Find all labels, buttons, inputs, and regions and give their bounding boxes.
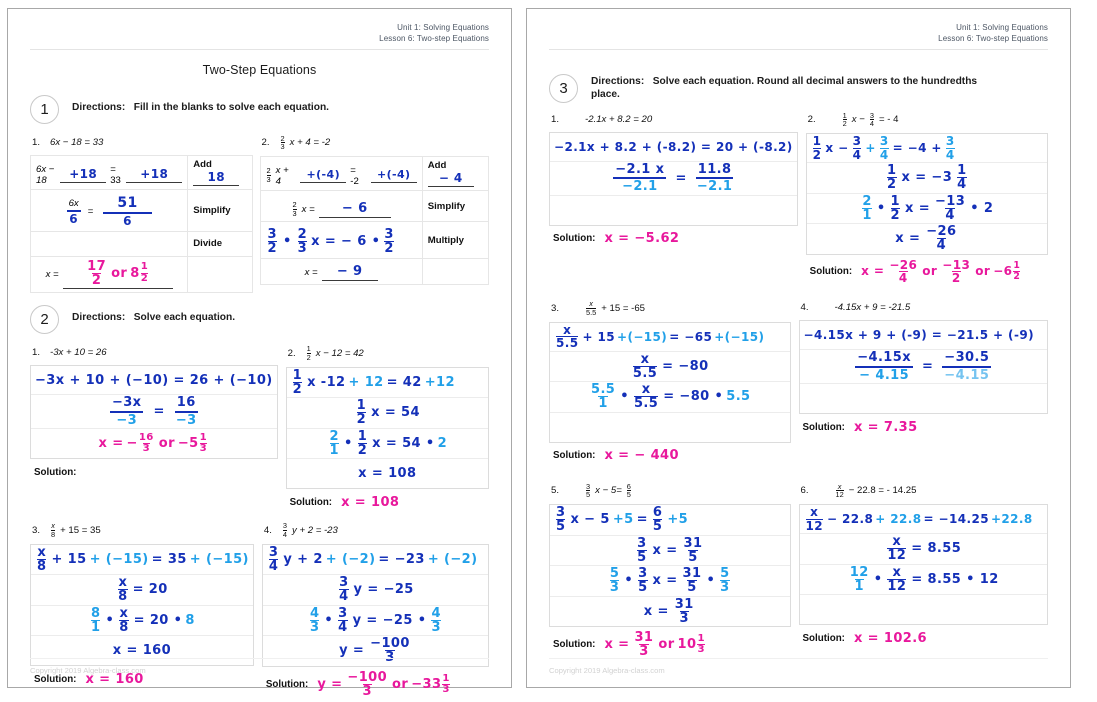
- problem-2-2-work: [286, 367, 489, 490]
- section-1-head: [30, 95, 489, 124]
- solution-value: x = 160: [85, 671, 144, 687]
- op-label: Simplify: [193, 204, 231, 216]
- blank-answer: +(-4): [376, 168, 411, 182]
- directions-text: Solve each equation. Round all decimal answers to the hundredths place.: [591, 75, 978, 101]
- section-number-badge: 3: [549, 74, 578, 103]
- problem-3-6-label: 6. x 12 − 22.8 = - 14.25: [800, 481, 917, 500]
- section-1-directions: [72, 95, 329, 115]
- work-line: x 12 − 22.8 + 22.8 = −14.25 +22.8: [805, 505, 1033, 533]
- problem-3-2-work: [806, 133, 1048, 255]
- lesson-label: Lesson 6: Two-step Equations: [379, 33, 489, 43]
- table-row: 6x 6 = $\frac{51}{6}$ Simplify: [31, 189, 253, 231]
- work-line: 1 2 x = −3 1 4: [887, 163, 967, 193]
- solution-value: x = $\frac{-26}{4}$ or −13 2 or −6 1 2: [861, 257, 1021, 285]
- section-number-badge: 1: [30, 95, 59, 124]
- problem-3-5-work: [549, 504, 791, 627]
- table-row: x = − 9: [260, 259, 489, 285]
- table-row: [31, 231, 253, 256]
- problem-1-1-label: 1. 6x − 18 = 33: [32, 136, 104, 148]
- work-line: 1 2 x − $\frac{3}{4}$ + $\frac{3}{4}$ = −4 + $\frac{3}{4}$: [812, 134, 955, 162]
- work-line: x = 108: [358, 466, 417, 482]
- problem-2-2-label: 2. 1 2 x − 12 = 42: [287, 344, 364, 362]
- unit-label: Unit 1: Solving Equations: [397, 23, 489, 32]
- solution-label: Solution:: [265, 678, 309, 690]
- work-line: x = $\frac{-26}{4}$: [895, 224, 957, 254]
- problem-3-1: [549, 112, 806, 289]
- work-line: 8 1 • $\frac{x}{8}$ = 20 • 8: [91, 605, 195, 635]
- table-row: 2 3 x + 4 +(-4) = -2 +(-4) Add − 4: [260, 157, 489, 191]
- solution-value: x = 108: [341, 494, 400, 510]
- footer-copyright: Copyright 2019 Algebra-class.com: [30, 666, 146, 675]
- work-line: x 5.5 + 15 +(−15) = −65 +(−15): [556, 322, 765, 351]
- problem-1-1-table: [30, 155, 253, 293]
- problem-3-1-label: 1. -2.1x + 8.2 = 20: [551, 113, 653, 125]
- solution-value: x = 102.6: [853, 630, 928, 646]
- solution-label: Solution:: [34, 673, 77, 685]
- section-2-row-2: [30, 522, 489, 702]
- unit-label: Unit 1: Solving Equations: [956, 23, 1048, 32]
- work-line: 2 1 • 1 2 x = $\frac{-13}{4}$ • 2: [862, 193, 994, 223]
- problem-3-4-work: [799, 320, 1049, 414]
- solution-label: Solution:: [553, 233, 596, 245]
- problem-3-4-label: 4. -4.15x + 9 = -21.5: [800, 302, 911, 314]
- problem-3-5: [549, 483, 799, 663]
- work-line: 3 4 y = −25: [339, 575, 414, 605]
- op-label: Divide: [193, 238, 223, 250]
- problem-2-1-work: [30, 365, 278, 459]
- problem-2-1: [30, 345, 286, 515]
- blank-answer: 18: [207, 169, 225, 184]
- page-left: [7, 8, 512, 699]
- solution-label: Solution:: [553, 639, 596, 651]
- directions-label: Directions:: [591, 75, 645, 87]
- work-line: $\frac{x}{8}$ = 20: [118, 575, 168, 605]
- problem-2-4-label: 4. 3 4 y + 2 = -23: [263, 521, 338, 539]
- blank-answer: − 4: [438, 171, 463, 186]
- work-line: 2 1 • 1 2 x = 54 • 2: [329, 428, 448, 458]
- problem-1-2-table: [260, 156, 490, 285]
- work-line: 3 5 x − 5 +5 = $\frac{6}{5}$ +5: [556, 505, 689, 535]
- table-row: 6x − 18 +18 = 33 +18 Add 18: [31, 155, 253, 189]
- table-row: x = 17 2 or 8 1 2: [31, 256, 253, 293]
- problem-1-1: [30, 135, 260, 293]
- section-3-head: [549, 74, 1048, 103]
- work-line: 1 2 x = 54: [356, 398, 420, 428]
- op-label: Add: [427, 160, 447, 172]
- section-3-row-1: [549, 112, 1048, 289]
- problem-3-5-label: 5. 3 5 x − 5= $\frac{6}{5}$: [551, 481, 631, 500]
- work-line: 3 5 x = $\frac{31}{5}$: [637, 535, 703, 565]
- solution-label: Solution:: [802, 632, 845, 644]
- problem-3-2-solution: [806, 255, 1048, 288]
- blank-answer: +(-4): [306, 168, 341, 182]
- directions-text: Fill in the blanks to solve each equation.: [133, 101, 330, 113]
- work-line: $\frac{-2.1 x}{-2.1}$ = $\frac{11.8}{-2.1}$: [615, 161, 733, 195]
- problem-2-3: [30, 522, 262, 702]
- work-line: $\frac{-3x}{-3}$ = $\frac{16}{-3}$: [111, 395, 197, 428]
- work-line: x 8 + 15 + (−15) = 35 + (−15): [37, 544, 249, 574]
- problem-2-2: [286, 345, 489, 515]
- problem-3-4: [799, 300, 1049, 469]
- section-3-row-2: [549, 300, 1048, 469]
- directions-label: Directions:: [72, 312, 126, 324]
- work-line: 3 4 y + 2 + (−2) = −23 + (−2): [268, 544, 478, 574]
- problem-2-1-label: 1. -3x + 10 = 26: [32, 347, 107, 359]
- table-row: 3 2 • 2 3 x = − 6 • 3 2 Multiply: [260, 221, 489, 259]
- problem-3-3-work: [549, 322, 791, 443]
- lesson-label: Lesson 6: Two-step Equations: [938, 33, 1048, 43]
- op-label: Simplify: [427, 200, 466, 212]
- problem-3-1-work: [549, 132, 798, 226]
- section-number-badge: 2: [30, 305, 59, 334]
- work-line: 5.5 1 • $\frac{x}{5.5}$ = −80 • 5.5: [591, 382, 751, 412]
- problem-2-4-work: [262, 544, 489, 667]
- work-line: x = $\frac{31}{3}$: [643, 596, 694, 626]
- work-line: $\frac{x}{5.5}$ = −80: [632, 351, 709, 381]
- work-line: 12 1 • $\frac{x}{12}$ = 8.55 • 12: [849, 564, 999, 594]
- section-2-head: [30, 305, 489, 334]
- problem-2-4: [262, 522, 489, 702]
- problem-3-3-label: 3. x 5.5 + 15 = -65: [551, 299, 646, 317]
- directions-label: Directions:: [72, 101, 126, 113]
- problem-3-6-solution: [799, 625, 1049, 651]
- problem-2-2-solution: [286, 489, 489, 515]
- problem-3-2-label: 2. 1 2 x − $\frac{3}{4}$ = - 4: [807, 110, 899, 129]
- problem-2-3-work: [30, 544, 254, 667]
- problem-1-1-equation: 6x − 18 = 33: [50, 136, 104, 148]
- solution-label: Solution:: [802, 421, 845, 433]
- footer-rule: [30, 658, 489, 659]
- problem-3-3-solution: [549, 443, 791, 469]
- section-2-directions: [72, 305, 235, 325]
- problem-1-2-label: 2. 2 3 x + 4 = -2: [261, 133, 331, 152]
- op-label: Multiply: [427, 234, 464, 246]
- work-line: $\frac{x}{12}$ = 8.55: [887, 534, 962, 564]
- blank-answer: − 6: [341, 200, 368, 216]
- solution-value: x = − 440: [604, 448, 679, 464]
- work-line: −4.15x + 9 + (-9) = −21.5 + (-9): [803, 328, 1034, 343]
- problem-3-6-work: [799, 504, 1049, 625]
- section-2: [30, 305, 489, 702]
- section-1: [30, 95, 489, 293]
- page-title: Two-Step Equations: [202, 62, 317, 77]
- blank-answer: +18: [140, 166, 169, 181]
- directions-text: Solve each equation.: [133, 312, 236, 324]
- solution-value: x = 7.35: [853, 419, 918, 435]
- problem-1-2: [260, 135, 490, 293]
- solution-label: Solution:: [809, 265, 853, 277]
- work-line: −3x + 10 + (−10) = 26 + (−10): [35, 372, 273, 388]
- problem-3-3: [549, 300, 799, 469]
- problem-3-6: [799, 483, 1049, 663]
- problem-2-1-solution: [30, 459, 278, 485]
- solution-label: Solution:: [553, 450, 596, 462]
- solution-label: Solution:: [34, 466, 77, 478]
- work-line: −2.1x + 8.2 + (-8.2) = 20 + (-8.2): [554, 139, 793, 154]
- solution-value: x = −5.62: [604, 231, 680, 247]
- solution-value: x = $\frac{31}{3}$ or 10 1 3: [604, 630, 705, 660]
- work-line: 4 3 • 3 4 y = −25 • 4 3: [309, 605, 441, 635]
- problem-2-3-label: 3. x 8 + 15 = 35: [32, 521, 101, 539]
- section-2-row-1: [30, 345, 489, 515]
- solution-label: Solution:: [289, 496, 333, 508]
- work-line: 1 2 x -12 + 12 = 42 +12: [292, 367, 455, 397]
- work-line: $\frac{-4.15x}{- 4.15}$ = $\frac{-30.5}{-4.15}$: [857, 350, 990, 383]
- problem-2-4-solution: [262, 667, 489, 702]
- blank-answer: − 9: [336, 264, 363, 280]
- page-right: [526, 8, 1071, 688]
- table-row: 2 3 x = − 6 Simplify: [260, 191, 489, 222]
- header-rule: [30, 49, 489, 50]
- work-line: x = 160: [112, 643, 172, 659]
- section-1-problems: [30, 135, 489, 293]
- footer-copyright: Copyright 2019 Algebra-class.com: [549, 666, 665, 675]
- page-left-header: [30, 23, 489, 45]
- work-line: x = − 16 3 or −5 1 3: [98, 432, 208, 455]
- problem-3-1-solution: [549, 226, 798, 252]
- header-rule: [549, 49, 1048, 50]
- work-line: 5 3 • 3 5 x = $\frac{31}{5}$ • 5 3: [609, 566, 730, 596]
- section-3: [549, 74, 1048, 663]
- footer-rule: [549, 658, 1048, 659]
- page-right-header: [549, 23, 1048, 45]
- work-line: y = $\frac{-100}{3}$: [339, 636, 410, 666]
- problem-3-4-solution: [799, 414, 1049, 440]
- problem-3-2: [806, 112, 1048, 289]
- section-3-directions: [591, 74, 991, 103]
- blank-answer: +18: [69, 166, 98, 181]
- op-label: Add: [193, 158, 212, 170]
- solution-value: y = $\frac{-100}{3}$ or −33 1 3: [317, 669, 450, 699]
- section-3-row-3: [549, 483, 1048, 663]
